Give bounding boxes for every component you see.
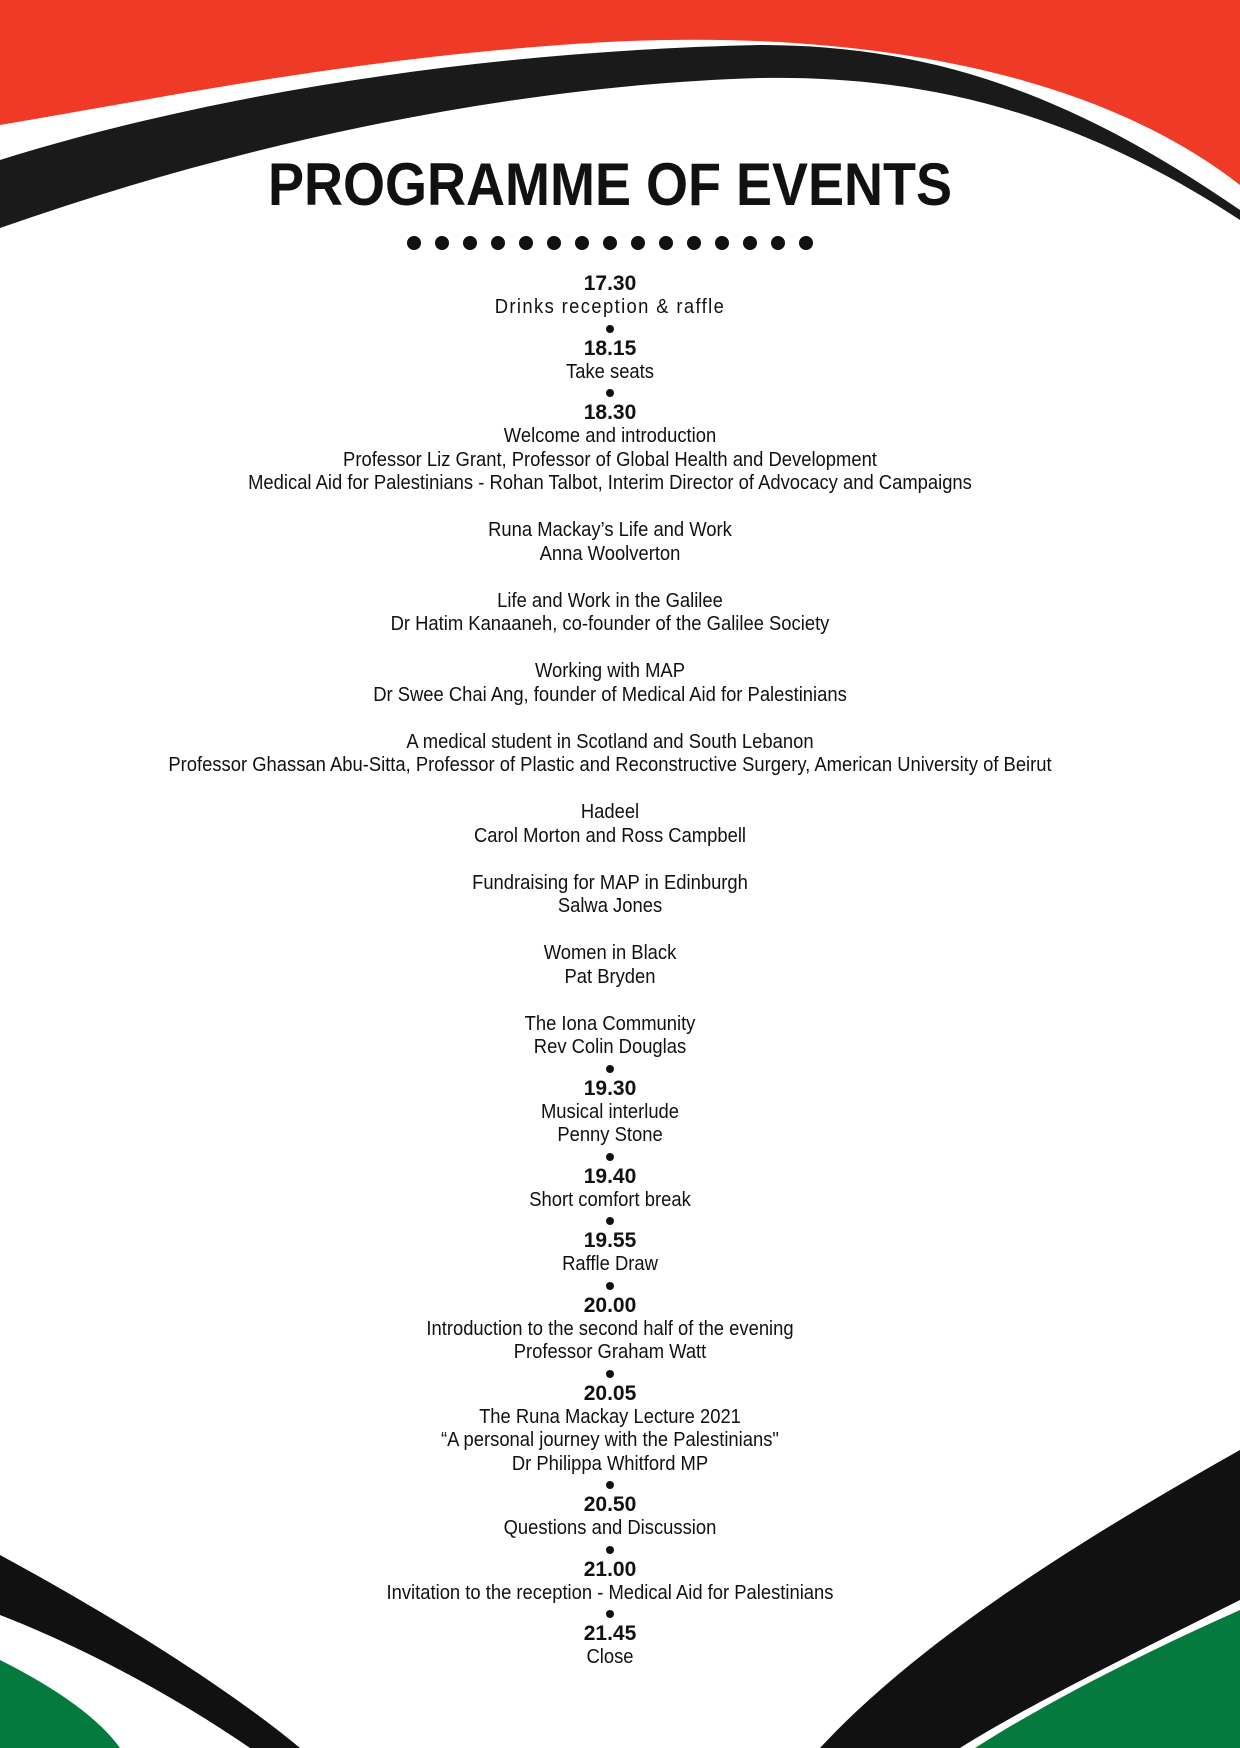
divider-dot	[407, 236, 421, 250]
slot-time: 21.45	[583, 1622, 637, 1645]
slot-separator-bullet	[606, 1546, 614, 1554]
slot-item-title: Working with MAP	[535, 660, 685, 682]
divider-dot	[771, 236, 785, 250]
slot-item-detail: Salwa Jones	[557, 895, 663, 917]
slot-time: 18.15	[583, 336, 637, 360]
slot-item-detail: Professor Graham Watt	[513, 1341, 707, 1363]
group-spacer	[0, 989, 1220, 1013]
divider-dot	[799, 236, 813, 250]
group-spacer	[0, 919, 1220, 943]
slot-separator-bullet	[606, 1282, 614, 1290]
slot-item-title: A medical student in Scotland and South Lebanon	[406, 730, 814, 753]
programme-slot	[0, 1294, 1220, 1365]
slot-item-title: Life and Work in the Galilee	[497, 589, 723, 612]
divider-dot	[743, 236, 757, 250]
slot-separator-bullet	[606, 1065, 614, 1073]
divider-dot	[463, 236, 477, 250]
divider-dot	[659, 236, 673, 250]
slot-separator-bullet	[606, 389, 614, 397]
divider-dot	[575, 236, 589, 250]
slot-item-detail: Professor Ghassan Abu-Sitta, Professor of Plastic and Reconstructive Surgery, American University of Beirut	[168, 754, 1052, 776]
slot-time: 21.00	[583, 1557, 637, 1581]
divider-dot	[687, 236, 701, 250]
slot-separator-bullet	[606, 1481, 614, 1489]
slot-separator-bullet	[606, 325, 614, 333]
slot-item-title: Take seats	[566, 360, 654, 383]
divider-dot	[547, 236, 561, 250]
programme-slot	[0, 337, 1220, 385]
slot-time: 19.55	[583, 1229, 637, 1252]
programme-slot	[0, 1382, 1220, 1477]
slot-separator-bullet	[606, 1153, 614, 1161]
slot-item-title: Questions and Discussion	[503, 1517, 717, 1539]
programme-slot	[0, 401, 1220, 1060]
divider-dot	[715, 236, 729, 250]
slot-item-detail: Pat Bryden	[564, 965, 656, 988]
slot-item-detail: Carol Morton and Ross Campbell	[473, 824, 747, 847]
programme-slot	[0, 1077, 1220, 1148]
divider-dot	[603, 236, 617, 250]
programme-slot	[0, 1622, 1220, 1670]
slot-separator-bullet	[606, 1217, 614, 1225]
slot-time: 19.30	[583, 1076, 637, 1100]
slot-item-title: Drinks reception & raffle	[494, 296, 726, 318]
slot-separator-bullet	[606, 1610, 614, 1618]
programme-slot	[0, 272, 1220, 320]
divider-dot	[631, 236, 645, 250]
programme-slot	[0, 1165, 1220, 1213]
slot-time: 20.00	[583, 1293, 637, 1317]
slot-time: 19.40	[583, 1164, 637, 1188]
slot-item-detail: Dr Swee Chai Ang, founder of Medical Aid for Palestinians	[373, 683, 847, 706]
group-spacer	[0, 496, 1220, 520]
group-spacer	[0, 707, 1220, 731]
slot-item-detail: Professor Liz Grant, Professor of Global Health and Development	[343, 448, 877, 471]
slot-item-title: Women in Black	[543, 942, 677, 964]
slot-item-detail: Dr Philippa Whitford MP	[511, 1452, 709, 1475]
group-spacer	[0, 778, 1220, 802]
slot-item-title: Short comfort break	[529, 1188, 691, 1211]
slot-item-title: The Iona Community	[524, 1012, 696, 1035]
slot-separator-bullet	[606, 1370, 614, 1378]
slot-item-title: Invitation to the reception - Medical Aid for Palestinians	[386, 1581, 834, 1604]
divider-dot	[435, 236, 449, 250]
slot-time: 17.30	[583, 272, 637, 295]
group-spacer	[0, 637, 1220, 661]
slot-item-title: Hadeel	[580, 801, 640, 823]
programme-slot	[0, 1493, 1220, 1541]
slot-item-title: Runa Mackay’s Life and Work	[488, 519, 732, 541]
slot-item-title: Introduction to the second half of the evening	[426, 1317, 794, 1340]
slot-item-detail: “A personal journey with the Palestinians"	[441, 1429, 779, 1451]
slot-item-detail: Rev Colin Douglas	[533, 1036, 687, 1058]
programme-slot	[0, 1558, 1220, 1606]
slot-item-title: Close	[586, 1646, 634, 1668]
slot-item-title: Musical interlude	[540, 1100, 680, 1123]
group-spacer	[0, 566, 1220, 590]
programme-slot	[0, 1229, 1220, 1277]
slot-time: 18.30	[583, 401, 637, 424]
slot-item-detail: Penny Stone	[557, 1124, 663, 1146]
bottom-left-green-band	[0, 1660, 120, 1748]
slot-item-detail: Dr Hatim Kanaaneh, co-founder of the Galilee Society	[390, 613, 830, 635]
slot-item-detail: Anna Woolverton	[539, 542, 681, 565]
slot-item-title: Welcome and introduction	[503, 425, 717, 447]
group-spacer	[0, 848, 1220, 872]
divider-dot	[519, 236, 533, 250]
slot-item-detail: Medical Aid for Palestinians - Rohan Talbot, Interim Director of Advocacy and Campaigns	[248, 472, 972, 494]
slot-item-title: Raffle Draw	[562, 1253, 658, 1275]
slot-item-title: Fundraising for MAP in Edinburgh	[472, 871, 748, 894]
slot-item-title: The Runa Mackay Lecture 2021	[479, 1405, 741, 1428]
page-title: PROGRAMME OF EVENTS	[267, 151, 953, 218]
slot-time: 20.50	[583, 1493, 637, 1516]
title-dot-divider	[0, 236, 1220, 255]
divider-dot	[491, 236, 505, 250]
programme-list	[0, 272, 1220, 1670]
slot-time: 20.05	[583, 1381, 637, 1405]
